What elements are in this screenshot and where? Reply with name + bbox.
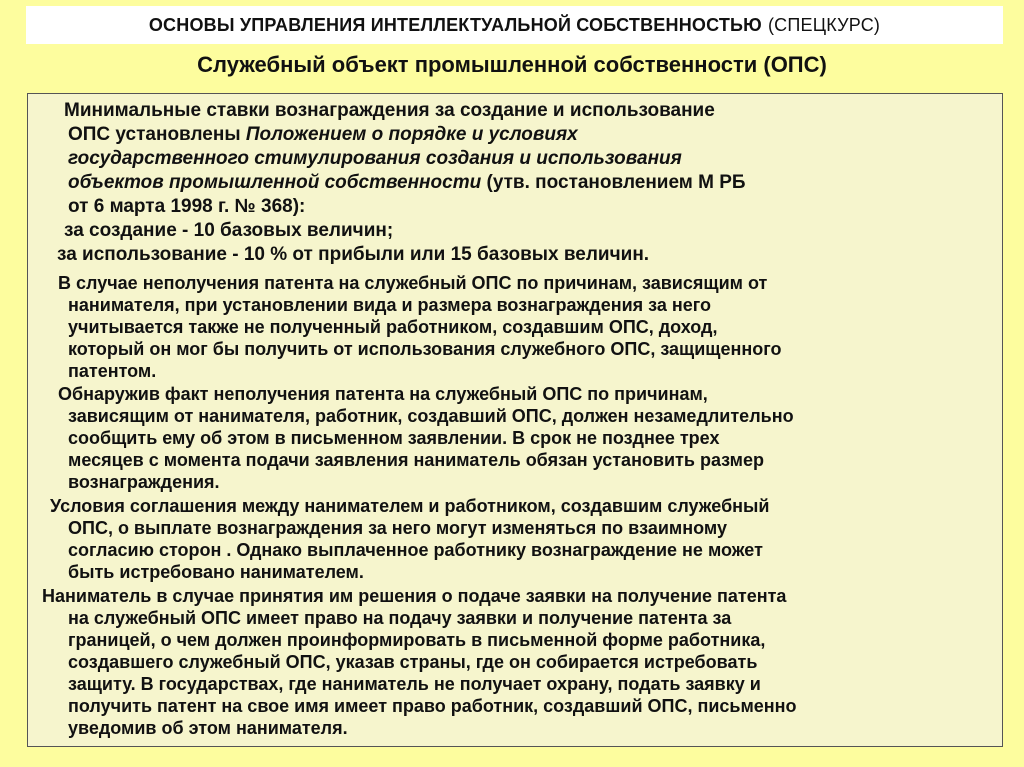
text-run: (утв. постановлением М РБ [481,172,746,193]
paragraph-5-line-2: на служебный ОПС имеет право на подачу заявки и получение патента за [68,608,732,628]
paragraph-5-line-3: границей, о чем должен проинформировать в письменной форме работника, [68,630,766,650]
paragraph-1-line-4 [68,171,746,195]
paragraph-3-line-1: Обнаружив факт неполучения патента на служебный ОПС по причинам, [58,384,708,404]
paragraph-5-line-6: получить патент на свое имя имеет право работник, создавший ОПС, письменно [68,696,797,716]
slide-title: Служебный объект промышленной собственности (ОПС) [197,52,827,77]
header-bar [26,6,1003,44]
paragraph-4-line-3: согласию сторон . Однако выплаченное работнику вознаграждение не может [68,540,763,560]
paragraph-3-line-2: зависящим от нанимателя, работник, создавший ОПС, должен незамедлительно [68,406,794,426]
paragraph-3-line-4: месяцев с момента подачи заявления наниматель обязан установить размер [68,450,764,470]
paragraph-2-line-1: В случае неполучения патента на служебный ОПС по причинам, зависящим от [58,273,768,293]
paragraph-1-line-5: от 6 марта 1998 г. № 368): [68,196,306,217]
paragraph-1-line-7: за использование - 10 % от прибыли или 15 базовых величин. [57,244,650,265]
paragraph-1-line-2 [68,123,578,147]
paragraph-3-line-3: сообщить ему об этом в письменном заявлении. В срок не позднее трех [68,428,720,448]
paragraph-4-line-2: ОПС, о выплате вознаграждения за него могут изменяться по взаимному [68,518,727,538]
paragraph-5-line-7: уведомив об этом нанимателя. [68,718,348,738]
paragraph-1-line-1: Минимальные ставки вознаграждения за создание и использование [64,100,715,121]
paragraph-2-line-4: который он мог бы получить от использования служебного ОПС, защищенного [68,339,782,359]
italic-run: Положением о порядке и условиях [245,124,578,145]
paragraph-2-line-2: нанимателя, при установлении вида и размера вознаграждения за него [68,295,712,315]
header-title: ОСНОВЫ УПРАВЛЕНИЯ ИНТЕЛЛЕКТУАЛЬНОЙ СОБСТВЕННОСТЬЮ [148,14,762,35]
paragraph-1-line-3 [68,147,682,171]
paragraph-1-line-6: за создание - 10 базовых величин; [64,220,394,241]
paragraph-2-line-5: патентом. [68,361,157,381]
text-run: ОПС установлены [68,124,246,145]
paragraph-5-line-4: создавшего служебный ОПС, указав страны, где он собирается истребовать [68,652,758,672]
paragraph-4-line-1: Условия соглашения между нанимателем и работником, создавшим служебный [50,496,770,516]
paragraph-4-line-4: быть истребовано нанимателем. [68,562,364,582]
paragraph-5-line-5: защиту. В государствах, где наниматель не получает охрану, подать заявку и [68,674,761,694]
paragraph-5-line-1: Наниматель в случае принятия им решения о подаче заявки на получение патента [42,586,787,606]
italic-run: государственного стимулирования создания и использования [68,148,682,169]
paragraph-2-line-3: учитывается также не полученный работником, создавшим ОПС, доход, [68,317,718,337]
italic-run: объектов промышленной собственности [68,172,482,193]
header-subtitle: (СПЕЦКУРС) [767,14,881,35]
paragraph-3-line-5: вознаграждения. [68,472,220,492]
